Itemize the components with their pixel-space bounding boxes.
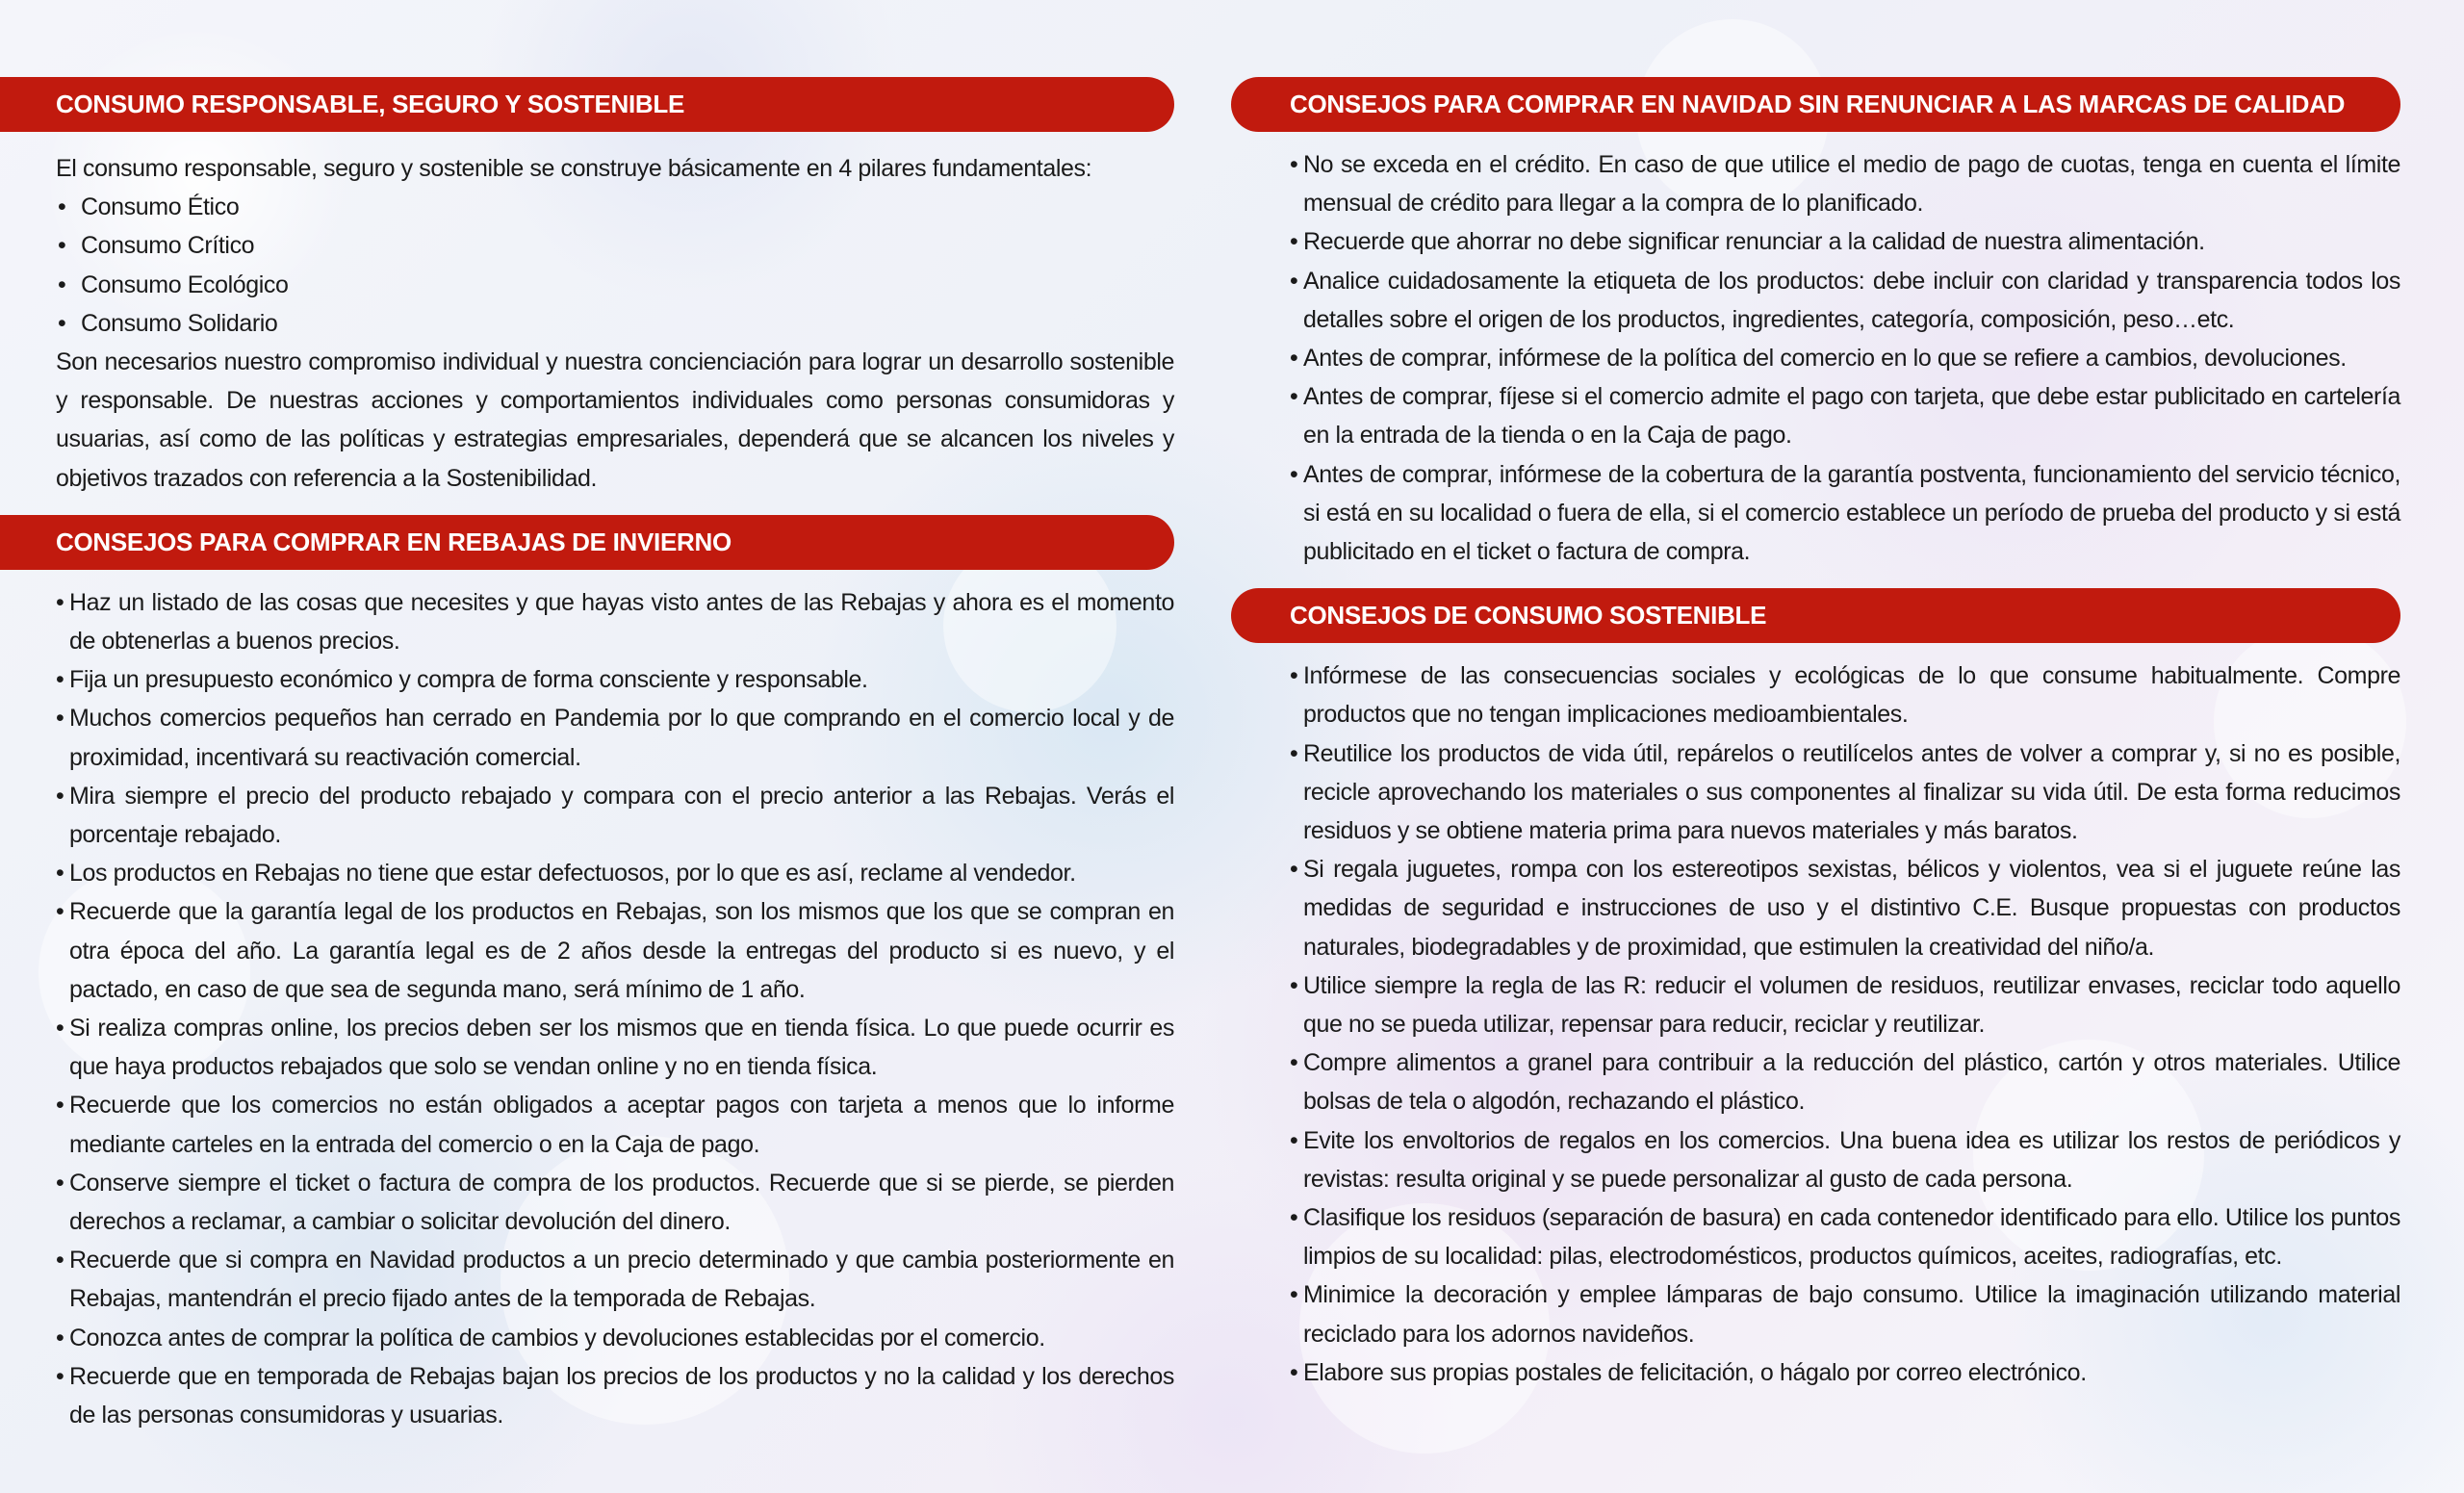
section-body (1231, 643, 2400, 1409)
list-item: • Antes de comprar, infórmese de la política del comercio en lo que se refiere a cambios, devoluciones. (1290, 339, 2400, 377)
list-item: • Mira siempre el precio del producto rebajado y compara con el precio anterior a las Rebajas. Verás el porcentaje rebajado. (56, 777, 1174, 854)
list-item: • Compre alimentos a granel para contribuir a la reducción del plástico, cartón y otros materiales. Utilice bolsas de tela o algodón, rechazando el plástico. (1290, 1043, 2400, 1120)
list-item: • Minimice la decoración y emplee lámparas de bajo consumo. Utilice la imaginación utilizando material reciclado para los adornos navideños. (1290, 1275, 2400, 1352)
section-body (0, 132, 1174, 515)
list-item: • Antes de comprar, fíjese si el comercio admite el pago con tarjeta, que debe estar publicitado en cartelería en la entrada de la tienda o en la Caja de pago. (1290, 377, 2400, 454)
list-item: • Recuerde que ahorrar no debe significar renunciar a la calidad de nuestra alimentación. (1290, 222, 2400, 261)
list-item: • Consumo Crítico (56, 226, 1174, 265)
tips-list (56, 570, 1174, 1452)
section-title: CONSEJOS PARA COMPRAR EN NAVIDAD SIN RENUNCIAR A LAS MARCAS DE CALIDAD (1231, 77, 2400, 132)
list-item: • Consumo Ético (56, 188, 1174, 226)
list-item: • Recuerde que la garantía legal de los productos en Rebajas, son los mismos que los que se compran en otra época del año. La garantía legal es de 2 años desde la entregas del producto si es nuevo, y el pactado, en caso de que sea de segunda mano, será mínimo de 1 año. (56, 892, 1174, 1009)
tips-list (1290, 132, 2400, 588)
tips-list (1290, 643, 2400, 1409)
list-item: • Infórmese de las consecuencias sociales y ecológicas de lo que consume habitualmente. Compre productos que no tengan implicaciones medioambientales. (1290, 656, 2400, 734)
list-item: • Conozca antes de comprar la política de cambios y devoluciones establecidas por el comercio. (56, 1319, 1174, 1357)
section-consumo-sostenible (1231, 588, 2400, 1409)
section-rebajas-invierno (0, 515, 1174, 1452)
pillars-list (56, 188, 1174, 343)
list-item: • Consumo Solidario (56, 304, 1174, 343)
section-title: CONSEJOS PARA COMPRAR EN REBAJAS DE INVIERNO (0, 515, 1174, 570)
list-item: • Consumo Ecológico (56, 266, 1174, 304)
section-body (0, 570, 1174, 1452)
list-item: • Fija un presupuesto económico y compra de forma consciente y responsable. (56, 660, 1174, 699)
section-title: CONSUMO RESPONSABLE, SEGURO Y SOSTENIBLE (0, 77, 1174, 132)
list-item: • No se exceda en el crédito. En caso de que utilice el medio de pago de cuotas, tenga en cuenta el límite mensual de crédito para llegar a la compra de lo planificado. (1290, 145, 2400, 222)
list-item: • Analice cuidadosamente la etiqueta de los productos: debe incluir con claridad y transparencia todos los detalles sobre el origen de los productos, ingredientes, categoría, composición, peso…etc. (1290, 262, 2400, 339)
list-item: • Haz un listado de las cosas que necesites y que hayas visto antes de las Rebajas y ahora es el momento de obtenerlas a buenos precios. (56, 583, 1174, 660)
list-item: • Reutilice los productos de vida útil, repárelos o reutilícelos antes de volver a comprar y, si no es posible, recicle aprovechando los materiales o sus componentes al finalizar su vida útil. De esta forma reducimos residuos y se obtiene materia prima para nuevos materiales y más baratos. (1290, 734, 2400, 851)
section-consumo-responsable (0, 77, 1174, 515)
list-item: • Conserve siempre el ticket o factura de compra de los productos. Recuerde que si se pierde, se pierden derechos a reclamar, a cambiar o solicitar devolución del dinero. (56, 1164, 1174, 1241)
list-item: • Clasifique los residuos (separación de basura) en cada contenedor identificado para ello. Utilice los puntos limpios de su localidad: pilas, electrodomésticos, productos químicos, aceites, radiografías, etc. (1290, 1198, 2400, 1275)
list-item: • Utilice siempre la regla de las R: reducir el volumen de residuos, reutilizar envases, reciclar todo aquello que no se pueda utilizar, repensar para reducir, reciclar y reutilizar. (1290, 966, 2400, 1043)
list-item: • Recuerde que los comercios no están obligados a aceptar pagos con tarjeta a menos que lo informe mediante carteles en la entrada del comercio o en la Caja de pago. (56, 1086, 1174, 1163)
list-item: • Muchos comercios pequeños han cerrado en Pandemia por lo que comprando en el comercio local y de proximidad, incentivará su reactivación comercial. (56, 699, 1174, 776)
list-item: • Elabore sus propias postales de felicitación, o hágalo por correo electrónico. (1290, 1353, 2400, 1392)
section-navidad-marcas (1231, 77, 2400, 588)
list-item: • Si realiza compras online, los precios deben ser los mismos que en tienda física. Lo que puede ocurrir es que haya productos rebajados que solo se vendan online y no en tienda física. (56, 1009, 1174, 1086)
left-column (0, 77, 1174, 1452)
right-column (1231, 77, 2400, 1409)
list-item: • Recuerde que si compra en Navidad productos a un precio determinado y que cambia posteriormente en Rebajas, mantendrán el precio fijado antes de la temporada de Rebajas. (56, 1241, 1174, 1318)
section-title: CONSEJOS DE CONSUMO SOSTENIBLE (1231, 588, 2400, 643)
list-item: • Recuerde que en temporada de Rebajas bajan los precios de los productos y no la calidad y los derechos de las personas consumidoras y usuarias. (56, 1357, 1174, 1434)
list-item: • Evite los envoltorios de regalos en los comercios. Una buena idea es utilizar los restos de periódicos y revistas: resulta original y se puede personalizar al gusto de cada persona. (1290, 1121, 2400, 1198)
list-item: • Si regala juguetes, rompa con los estereotipos sexistas, bélicos y violentos, vea si el juguete reúne las medidas de seguridad e instrucciones de uso y el distintivo C.E. Busque propuestas con productos naturales, biodegradables y de proximidad, que estimulen la creatividad del niño/a. (1290, 850, 2400, 966)
section-body (1231, 132, 2400, 588)
list-item: • Los productos en Rebajas no tiene que estar defectuosos, por lo que es así, reclame al vendedor. (56, 854, 1174, 892)
intro-text: El consumo responsable, seguro y sostenible se construye básicamente en 4 pilares fundamentales: (56, 155, 1092, 182)
paragraph-text: Son necesarios nuestro compromiso individual y nuestra concienciación para lograr un desarrollo sostenible y responsable. De nuestras acciones y comportamientos individuales como personas consumidoras y usuarias, así como de las políticas y estrategias empresariales, dependerá que se alcancen los niveles y objetivos trazados con referencia a la Sostenibilidad. (56, 348, 1174, 492)
list-item: • Antes de comprar, infórmese de la cobertura de la garantía postventa, funcionamiento del servicio técnico, si está en su localidad o fuera de ella, si el comercio establece un período de prueba del producto y si está publicitado en el ticket o factura de compra. (1290, 455, 2400, 572)
